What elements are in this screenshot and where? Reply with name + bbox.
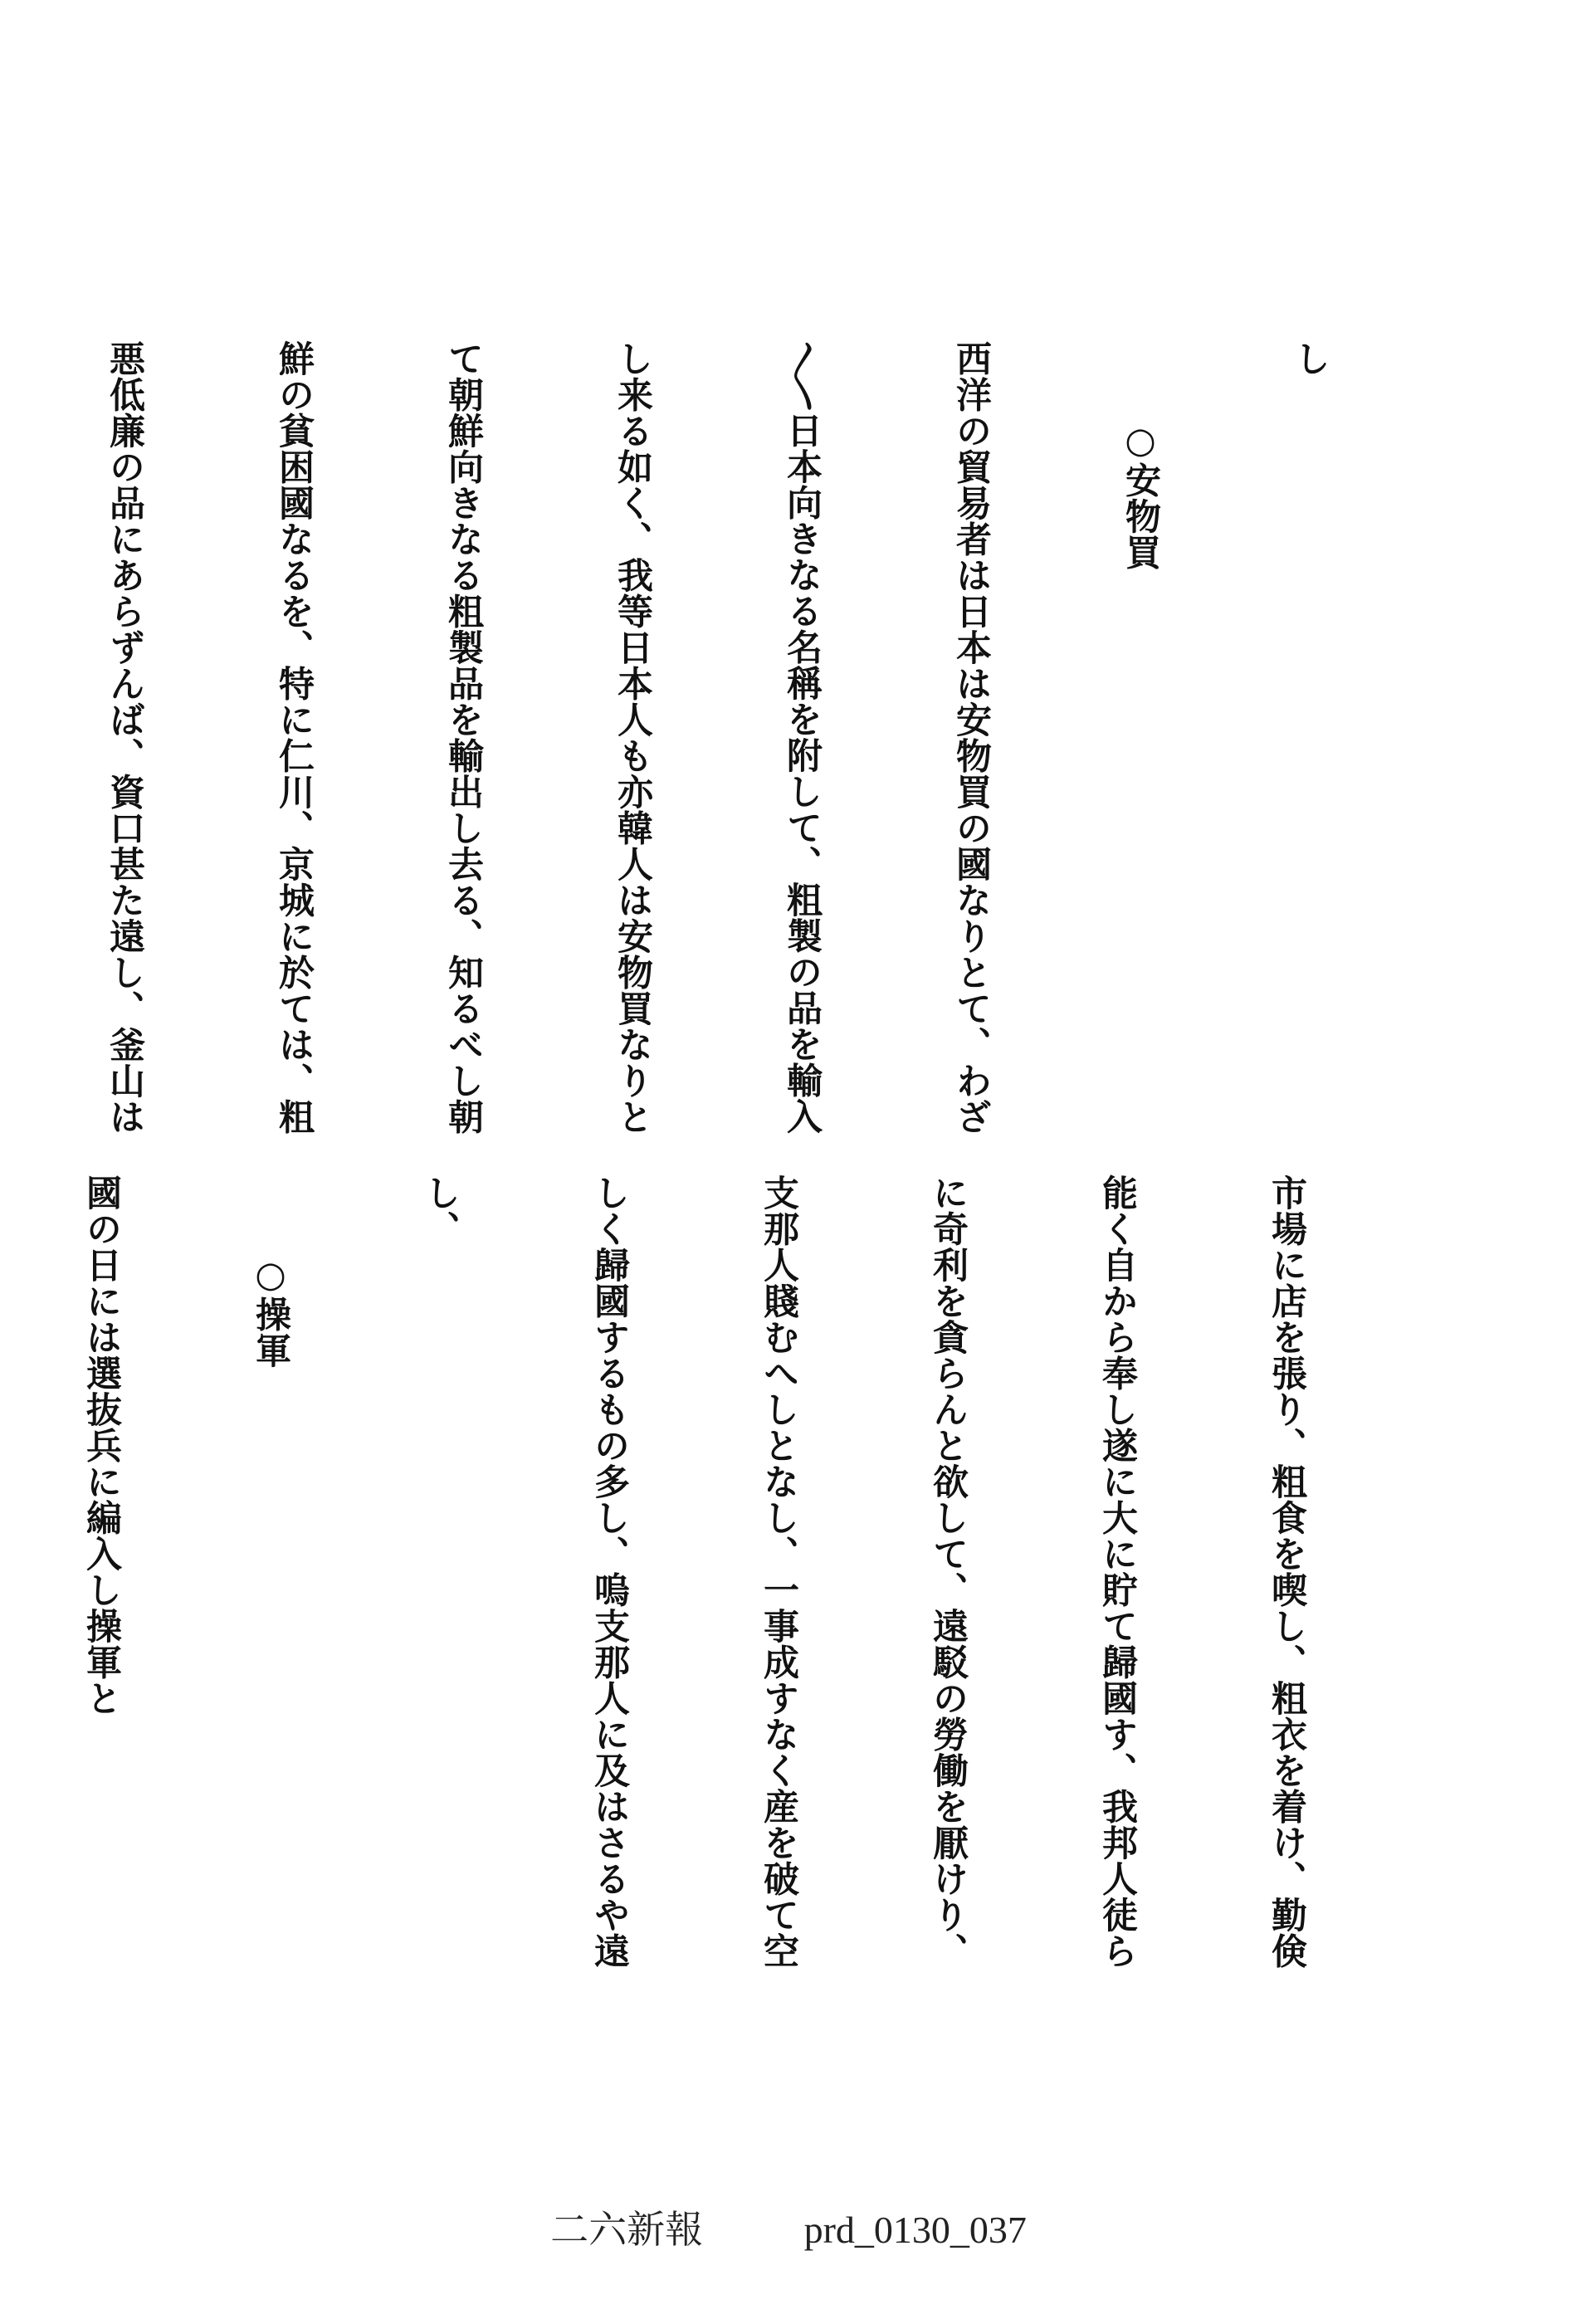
text-column: に奇利を貪らんと欲して、遠駁の勞働を厭けり、	[927, 1174, 969, 1969]
text-column: し来る如く、我等日本人も亦韓人は安物買なりと	[612, 340, 653, 1135]
text-column: 悪低廉の品にあらずんば、資口甚た遠し、釜山は	[104, 340, 145, 1135]
section-heading: ○安物買	[1120, 420, 1161, 570]
text-column: 鮮の貧困國なるを、特に仁川、京城に於ては、粗	[273, 340, 315, 1135]
section-heading: ○操軍	[250, 1254, 291, 1369]
text-column: 國の日には選抜兵に編入し操軍と	[81, 1174, 122, 1716]
upper-text-block	[104, 340, 1451, 1303]
text-column: 能く自から奉し遂に大に貯て歸國す、我邦人徒ら	[1096, 1174, 1138, 1969]
text-column: し、	[419, 1174, 461, 1247]
text-column: 〳〵日本向きなる名稱を附して、粗製の品を輸入	[781, 340, 823, 1135]
text-column: 市場に店を張り、粗食を喫し、粗衣を着け、勤倹	[1266, 1174, 1307, 1969]
text-column: 西洋の貿易者は日本は安物買の國なりとて、わざ	[950, 340, 992, 1135]
publication-title: 二六新報	[550, 2209, 704, 2251]
page-code: prd_0130_037	[803, 2209, 1027, 2251]
lower-text-block	[81, 1174, 1428, 2137]
text-column: し	[1289, 340, 1330, 377]
page-footer	[0, 2200, 1577, 2254]
text-column: 支那人賤むへしとなし、一事成すなく産を破て空	[758, 1174, 799, 1969]
text-column: しく歸國するもの多し、嗚支那人に及はさるや遠	[588, 1174, 630, 1969]
text-column: て朝鮮向きなる粗製品を輸出し去る、知るべし朝	[442, 340, 484, 1135]
